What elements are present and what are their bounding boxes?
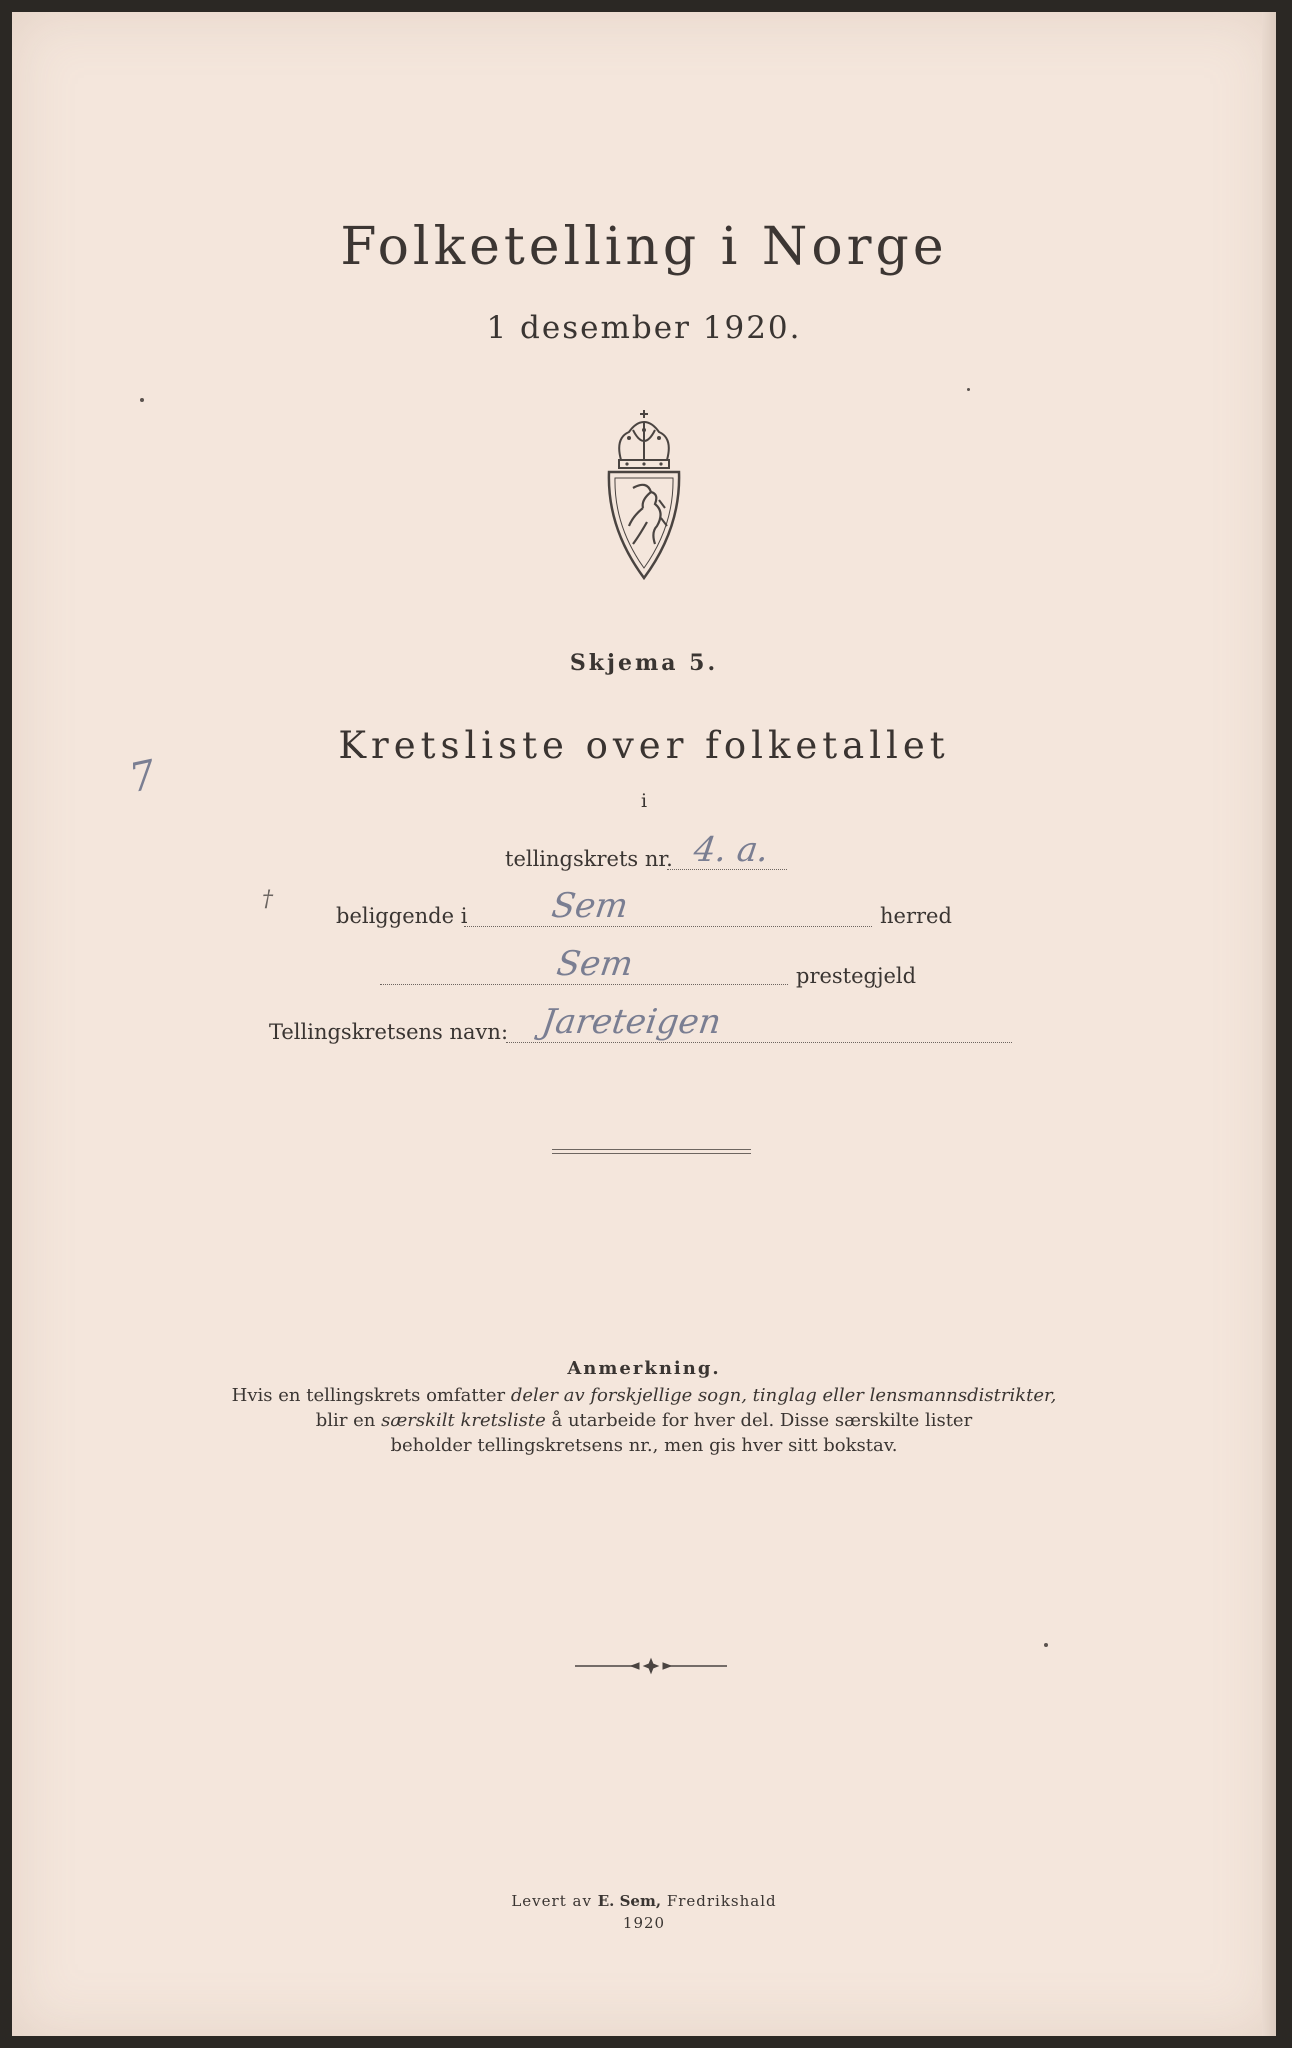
paper-speck — [140, 398, 144, 402]
beliggende-label: beliggende i — [336, 904, 468, 928]
note-line-2: blir en særskilt kretsliste å utarbeide for hver del. Disse særskilte lister — [315, 1410, 973, 1431]
norwegian-coat-of-arms-icon — [603, 408, 685, 582]
krets-label: tellingskrets nr. — [505, 847, 673, 871]
prestegjeld-value: Sem — [554, 944, 636, 984]
divider-rule-bottom — [552, 1153, 751, 1154]
printer-credit: Levert av E. Sem, Fredrikshald — [511, 1892, 777, 1910]
krets-value: 4. a. — [691, 830, 772, 870]
margin-mark-2: † — [262, 887, 273, 912]
page-title: Folketelling i Norge — [340, 217, 948, 277]
document-page — [12, 12, 1276, 2036]
note-line-1: Hvis en tellingskrets omfatter deler av forskjellige sogn, tinglag eller lensmannsdistrikter, — [231, 1385, 1057, 1406]
prestegjeld-label: prestegjeld — [796, 964, 917, 988]
print-year: 1920 — [622, 1914, 666, 1932]
form-heading: Kretsliste over folketallet — [338, 724, 950, 767]
beliggende-field-line — [464, 926, 872, 927]
ornament-divider-icon — [575, 1656, 727, 1676]
note-heading: Anmerkning. — [567, 1358, 721, 1379]
census-date: 1 desember 1920. — [486, 310, 802, 346]
schema-number: Skjema 5. — [569, 650, 719, 676]
connector-i: i — [640, 790, 648, 812]
prestegjeld-field-line — [380, 984, 788, 985]
paper-speck — [967, 388, 970, 391]
divider-rule-top — [552, 1149, 751, 1150]
margin-mark-1: 7 — [125, 751, 160, 803]
herred-label: herred — [880, 904, 952, 928]
navn-value: Jareteigen — [539, 1002, 724, 1042]
paper-speck — [1044, 1643, 1048, 1647]
navn-label: Tellingskretsens navn: — [269, 1020, 509, 1044]
note-line-3: beholder tellingskretsens nr., men gis hver sitt bokstav. — [390, 1435, 898, 1456]
beliggende-value: Sem — [549, 886, 631, 926]
navn-field-line — [506, 1042, 1012, 1043]
